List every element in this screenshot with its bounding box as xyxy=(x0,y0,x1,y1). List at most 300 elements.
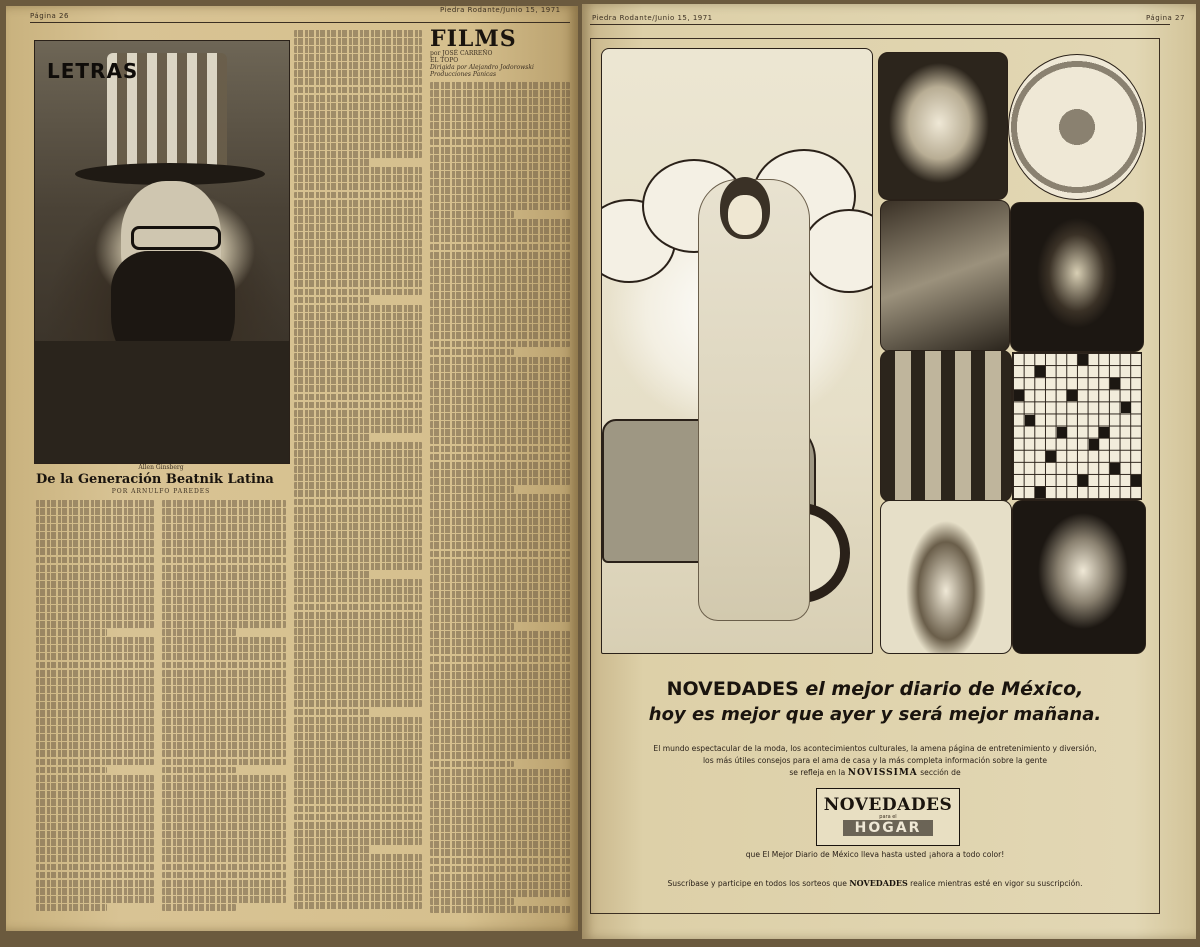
body-text-line xyxy=(36,629,107,636)
body-text-line xyxy=(162,872,286,879)
body-text-line xyxy=(36,734,154,741)
body-text-line xyxy=(294,135,422,142)
body-text-line xyxy=(294,175,422,182)
body-text-line xyxy=(36,791,154,798)
logo-novedades-text: NOVEDADES xyxy=(823,795,953,815)
body-text-line xyxy=(36,815,154,822)
body-text-line xyxy=(162,621,286,628)
body-text-line xyxy=(294,700,422,707)
body-text-line xyxy=(430,260,570,267)
body-text-line xyxy=(162,710,286,717)
body-text-line xyxy=(36,855,154,862)
body-text-line xyxy=(36,839,154,846)
crossword-black-square xyxy=(1089,439,1099,450)
body-text-line xyxy=(162,686,286,693)
body-text-line xyxy=(430,607,570,614)
films-director: Dirigida por Alejandro Jodorowski xyxy=(430,64,534,71)
novedades-hogar-logo xyxy=(816,788,960,846)
body-text-line xyxy=(294,280,422,287)
body-text-line xyxy=(294,70,422,77)
body-text-line xyxy=(294,563,422,570)
body-text-line xyxy=(430,623,514,630)
body-text-line xyxy=(294,894,422,901)
woman-figure xyxy=(698,179,810,621)
body-text-line xyxy=(430,139,570,146)
left-top-rule xyxy=(30,22,570,23)
article-column-2 xyxy=(162,500,286,920)
body-text-line xyxy=(162,775,286,782)
body-text-line xyxy=(294,749,422,756)
body-text-line xyxy=(294,806,422,813)
body-text-line xyxy=(294,95,422,102)
body-text-line xyxy=(294,765,422,772)
body-text-line xyxy=(294,547,422,554)
body-text-line xyxy=(294,410,422,417)
body-text-line xyxy=(294,854,422,861)
body-text-line xyxy=(294,30,422,37)
body-text-line xyxy=(294,692,422,699)
body-text-line xyxy=(162,831,286,838)
body-text-line xyxy=(430,462,570,469)
body-text-line xyxy=(294,490,422,497)
body-text-line xyxy=(430,332,570,339)
ad-brand: NOVEDADES xyxy=(666,678,799,700)
body-text-line xyxy=(294,531,422,538)
body-text-line xyxy=(294,192,422,199)
body-text-line xyxy=(162,662,286,669)
body-text-line xyxy=(162,613,286,620)
body-text-line xyxy=(294,159,371,166)
body-text-line xyxy=(294,539,422,546)
body-text-line xyxy=(162,815,286,822)
body-text-line xyxy=(430,534,570,541)
body-text-line xyxy=(36,783,154,790)
body-text-line xyxy=(430,793,570,800)
body-text-line xyxy=(294,628,422,635)
mosaic-photo-smiling-woman xyxy=(1012,500,1146,654)
body-text-line xyxy=(430,817,570,824)
body-text-line xyxy=(162,532,286,539)
body-text-line xyxy=(36,653,154,660)
body-text-line xyxy=(430,308,570,315)
body-text-line xyxy=(36,613,154,620)
body-text-line xyxy=(294,741,422,748)
body-text-line xyxy=(36,904,107,911)
body-text-line xyxy=(294,458,422,465)
body-text-line xyxy=(430,155,570,162)
body-text-line xyxy=(294,54,422,61)
body-text-line xyxy=(36,524,154,531)
body-text-line xyxy=(430,858,570,865)
body-text-line xyxy=(294,200,422,207)
body-text-line xyxy=(36,516,154,523)
body-text-line xyxy=(162,839,286,846)
films-byline: por JOSÉ CARREÑO xyxy=(430,50,493,57)
body-text-line xyxy=(430,494,570,501)
crossword-black-square xyxy=(1131,475,1141,486)
body-text-line xyxy=(430,518,570,525)
crossword-grid xyxy=(1012,352,1142,500)
body-text-line xyxy=(294,232,422,239)
crossword-black-square xyxy=(1078,354,1088,365)
body-text-line xyxy=(294,814,422,821)
body-text-line xyxy=(430,526,570,533)
body-text-line xyxy=(162,847,286,854)
body-text-line xyxy=(430,227,570,234)
ginsberg-photo xyxy=(34,40,290,464)
ad-body-line-2: los más útiles consejos para el ama de casa y la más completa información sobre la gente xyxy=(702,756,1048,765)
body-text-line xyxy=(430,300,570,307)
woman-face xyxy=(728,195,762,235)
body-text-line xyxy=(294,579,422,586)
films-movie-title: EL TOPO xyxy=(430,57,459,64)
body-text-line xyxy=(430,163,570,170)
body-text-line xyxy=(162,629,236,636)
body-text-line xyxy=(430,906,570,913)
body-text-line xyxy=(294,313,422,320)
films-credits xyxy=(430,50,570,78)
body-text-line xyxy=(36,742,154,749)
body-text-line xyxy=(36,637,154,644)
body-text-line xyxy=(294,652,422,659)
body-text-line xyxy=(430,874,570,881)
body-text-line xyxy=(430,809,570,816)
ad-headline-line-2: hoy es mejor que ayer y será mejor mañana. xyxy=(648,704,1102,725)
ad-body-line-1: El mundo espectacular de la moda, los acontecimientos culturales, la amena página de entretenimiento y diversión, xyxy=(653,744,1097,753)
body-text-line xyxy=(36,548,154,555)
body-text-line xyxy=(430,631,570,638)
body-text-line xyxy=(294,450,422,457)
body-text-line xyxy=(36,726,154,733)
body-text-line xyxy=(430,785,570,792)
body-text-line xyxy=(294,838,422,845)
crossword-black-square xyxy=(1078,475,1088,486)
ad-slogan-1: el mejor diario de México, xyxy=(805,678,1084,700)
body-text-line xyxy=(162,791,286,798)
body-text-line xyxy=(430,470,570,477)
body-text-line xyxy=(294,224,422,231)
body-text-line xyxy=(430,615,570,622)
mosaic-photo-dancers xyxy=(880,350,1012,502)
body-text-line xyxy=(294,870,422,877)
body-text-line xyxy=(430,591,570,598)
body-text-line xyxy=(36,864,154,871)
body-text-line xyxy=(294,902,422,909)
body-text-line xyxy=(36,500,154,507)
body-text-line xyxy=(36,896,154,903)
body-text-line xyxy=(162,508,286,515)
body-text-line xyxy=(162,581,286,588)
body-text-line xyxy=(294,78,422,85)
body-text-line xyxy=(162,823,286,830)
films-section-title: FILMS xyxy=(430,26,517,52)
body-text-line xyxy=(162,573,286,580)
ad-footer-end: realice mientras esté en vigor su suscripción. xyxy=(910,879,1083,888)
body-text-line xyxy=(294,523,422,530)
body-text-line xyxy=(430,413,570,420)
photo-caption: Allen Ginsberg xyxy=(138,464,184,471)
body-text-line xyxy=(294,482,422,489)
body-text-line xyxy=(162,670,286,677)
body-text-line xyxy=(430,397,570,404)
body-text-line xyxy=(430,639,570,646)
body-text-line xyxy=(36,557,154,564)
body-text-line xyxy=(162,734,286,741)
body-text-line xyxy=(294,402,422,409)
body-text-line xyxy=(294,183,422,190)
body-text-line xyxy=(162,653,286,660)
right-folio-page-number: Página 27 xyxy=(1146,14,1185,22)
article-column-3 xyxy=(294,30,422,920)
mosaic-photo-illustrated-woman xyxy=(878,52,1008,200)
body-text-line xyxy=(294,757,422,764)
body-text-line xyxy=(294,297,371,304)
body-text-line xyxy=(162,783,286,790)
body-text-line xyxy=(294,329,422,336)
body-text-line xyxy=(430,575,570,582)
body-text-line xyxy=(294,434,371,441)
body-text-line xyxy=(36,880,154,887)
body-text-line xyxy=(36,508,154,515)
body-text-line xyxy=(430,542,570,549)
body-text-line xyxy=(294,264,422,271)
body-text-line xyxy=(294,111,422,118)
body-text-line xyxy=(430,365,570,372)
body-text-line xyxy=(36,662,154,669)
body-text-line xyxy=(294,216,422,223)
body-text-line xyxy=(162,807,286,814)
body-text-line xyxy=(36,888,154,895)
body-text-line xyxy=(294,361,422,368)
body-text-line xyxy=(294,789,422,796)
body-text-line xyxy=(430,680,570,687)
body-text-line xyxy=(294,507,422,514)
crossword-black-square xyxy=(1035,487,1045,498)
body-text-line xyxy=(294,426,422,433)
body-text-line xyxy=(294,127,422,134)
body-text-line xyxy=(430,761,514,768)
ad-body-line-3-end: sección de xyxy=(920,768,961,777)
body-text-line xyxy=(294,466,422,473)
body-text-line xyxy=(430,147,570,154)
body-text-line xyxy=(430,405,570,412)
body-text-line xyxy=(430,866,570,873)
body-text-line xyxy=(294,394,422,401)
body-text-line xyxy=(430,752,570,759)
section-label-letras: LETRAS xyxy=(47,59,139,83)
body-text-line xyxy=(36,702,154,709)
films-column xyxy=(430,82,570,920)
body-text-line xyxy=(430,583,570,590)
body-text-line xyxy=(162,597,286,604)
right-top-rule xyxy=(590,24,1170,25)
body-text-line xyxy=(294,385,422,392)
body-text-line xyxy=(162,605,286,612)
body-text-line xyxy=(430,551,570,558)
body-text-line xyxy=(430,106,570,113)
body-text-line xyxy=(36,831,154,838)
body-text-line xyxy=(162,855,286,862)
body-text-line xyxy=(36,872,154,879)
mosaic-photo-cowgirl xyxy=(880,500,1012,654)
body-text-line xyxy=(294,38,422,45)
body-text-line xyxy=(294,684,422,691)
body-text-line xyxy=(294,272,422,279)
ad-footer-brand: NOVEDADES xyxy=(849,878,908,888)
body-text-line xyxy=(162,726,286,733)
body-text-line xyxy=(430,647,570,654)
body-text-line xyxy=(430,437,570,444)
left-folio-date: Piedra Rodante/Junio 15, 1971 xyxy=(440,6,561,14)
article-headline: De la Generación Beatnik Latina xyxy=(36,472,274,487)
body-text-line xyxy=(162,678,286,685)
body-text-line xyxy=(294,62,422,69)
ad-body-line-3 xyxy=(610,767,1140,779)
body-text-line xyxy=(430,656,570,663)
body-text-line xyxy=(430,389,570,396)
body-text-line xyxy=(430,688,570,695)
article-column-1 xyxy=(36,500,154,920)
body-text-line xyxy=(430,195,570,202)
body-text-line xyxy=(162,500,286,507)
body-text-line xyxy=(430,833,570,840)
body-text-line xyxy=(430,429,570,436)
body-text-line xyxy=(294,337,422,344)
body-text-line xyxy=(294,499,422,506)
body-text-line xyxy=(162,524,286,531)
body-text-line xyxy=(36,645,154,652)
mosaic-photo-couple xyxy=(880,200,1010,352)
body-text-line xyxy=(294,878,422,885)
body-text-line xyxy=(430,882,570,889)
body-text-line xyxy=(430,421,570,428)
body-text-line xyxy=(430,244,570,251)
body-text-line xyxy=(294,240,422,247)
body-text-line xyxy=(36,670,154,677)
body-text-line xyxy=(294,620,422,627)
body-text-line xyxy=(294,709,371,716)
body-text-line xyxy=(430,712,570,719)
body-text-line xyxy=(430,720,570,727)
body-text-line xyxy=(430,292,570,299)
ad-footer-line-2 xyxy=(612,878,1138,888)
coat xyxy=(35,341,289,463)
body-text-line xyxy=(294,418,422,425)
body-text-line xyxy=(430,341,570,348)
body-text-line xyxy=(430,486,514,493)
body-text-line xyxy=(294,442,422,449)
body-text-line xyxy=(294,369,422,376)
body-text-line xyxy=(430,849,570,856)
body-text-line xyxy=(294,345,422,352)
body-text-line xyxy=(294,321,422,328)
body-text-line xyxy=(36,775,154,782)
logo-hogar-text: HOGAR xyxy=(843,820,933,836)
body-text-line xyxy=(162,864,286,871)
body-text-line xyxy=(294,119,422,126)
body-text-line xyxy=(294,717,422,724)
body-text-line xyxy=(36,710,154,717)
body-text-line xyxy=(162,759,286,766)
body-text-line xyxy=(162,888,286,895)
body-text-line xyxy=(36,759,154,766)
body-text-line xyxy=(36,581,154,588)
body-text-line xyxy=(430,235,570,242)
body-text-line xyxy=(162,750,286,757)
body-text-line xyxy=(36,597,154,604)
body-text-line xyxy=(294,555,422,562)
body-text-line xyxy=(162,645,286,652)
body-text-line xyxy=(430,664,570,671)
body-text-line xyxy=(162,694,286,701)
body-text-line xyxy=(294,660,422,667)
body-text-line xyxy=(294,644,422,651)
ad-footer-start: Suscríbase y participe en todos los sorteos que xyxy=(667,879,847,888)
body-text-line xyxy=(294,167,422,174)
body-text-line xyxy=(294,353,422,360)
right-folio-date: Piedra Rodante/Junio 15, 1971 xyxy=(592,14,713,22)
body-text-line xyxy=(36,573,154,580)
body-text-line xyxy=(162,718,286,725)
body-text-line xyxy=(162,516,286,523)
body-text-line xyxy=(36,605,154,612)
body-text-line xyxy=(430,357,570,364)
body-text-line xyxy=(294,668,422,675)
body-text-line xyxy=(162,880,286,887)
body-text-line xyxy=(430,446,570,453)
body-text-line xyxy=(430,801,570,808)
body-text-line xyxy=(294,256,422,263)
mosaic-photo-tableware xyxy=(1008,54,1146,200)
ad-headline-line-1 xyxy=(620,678,1130,700)
crossword-black-square xyxy=(1057,427,1067,438)
ad-body-text xyxy=(610,743,1140,779)
body-text-line xyxy=(430,98,570,105)
body-text-line xyxy=(430,478,570,485)
body-text-line xyxy=(162,565,286,572)
body-text-line xyxy=(430,559,570,566)
body-text-line xyxy=(294,797,422,804)
body-text-line xyxy=(430,777,570,784)
body-text-line xyxy=(36,678,154,685)
body-text-line xyxy=(430,704,570,711)
body-text-line xyxy=(430,744,570,751)
body-text-line xyxy=(294,595,422,602)
body-text-line xyxy=(294,886,422,893)
body-text-line xyxy=(36,621,154,628)
body-text-line xyxy=(162,540,286,547)
crossword-black-square xyxy=(1099,427,1109,438)
body-text-line xyxy=(294,830,422,837)
body-text-line xyxy=(162,767,236,774)
body-text-line xyxy=(294,87,422,94)
body-text-line xyxy=(294,103,422,110)
body-text-line xyxy=(294,143,422,150)
body-text-line xyxy=(294,208,422,215)
body-text-line xyxy=(36,532,154,539)
body-text-line xyxy=(162,904,236,911)
body-text-line xyxy=(294,46,422,53)
body-text-line xyxy=(36,694,154,701)
body-text-line xyxy=(36,807,154,814)
body-text-line xyxy=(294,822,422,829)
body-text-line xyxy=(430,268,570,275)
body-text-line xyxy=(430,122,570,129)
body-text-line xyxy=(36,686,154,693)
crossword-black-square xyxy=(1014,390,1024,401)
body-text-line xyxy=(162,742,286,749)
body-text-line xyxy=(430,381,570,388)
